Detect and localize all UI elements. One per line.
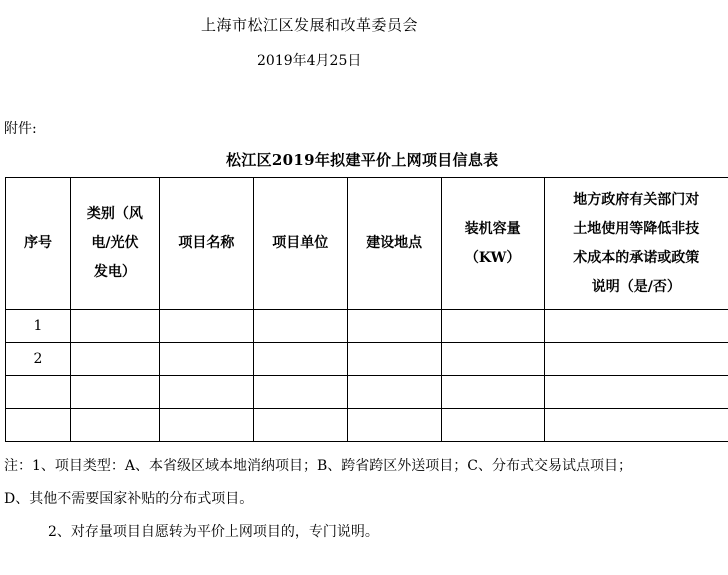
- table-cell: [70, 409, 159, 442]
- header-commitment-line-4: 说明（是/否）: [591, 278, 681, 295]
- issuing-organization: 上海市松江区发展和改革委员会: [201, 16, 419, 34]
- table-cell: [441, 310, 544, 343]
- table-cell: [253, 376, 347, 409]
- header-construction-site: 建设地点: [347, 178, 441, 310]
- table-cell: [159, 343, 253, 376]
- attachment-label: 附件:: [4, 121, 37, 137]
- header-capacity-line-2: （KW）: [464, 249, 521, 266]
- table-cell: [544, 376, 728, 409]
- header-capacity-line-1: 装机容量: [464, 220, 521, 237]
- table-cell: [70, 343, 159, 376]
- table-cell: [159, 376, 253, 409]
- header-commitment-line-2: 土地使用等降低非技: [573, 220, 700, 237]
- header-project-name: 项目名称: [159, 178, 253, 310]
- table-cell: 1: [6, 310, 71, 343]
- header-category-line-1: 类别（风: [86, 206, 143, 222]
- project-info-table: [5, 177, 728, 442]
- table-cell: [544, 310, 728, 343]
- table-cell: [347, 343, 441, 376]
- table-cell: [6, 376, 71, 409]
- table-cell: [347, 376, 441, 409]
- issue-date: 2019年4月25日: [257, 53, 362, 69]
- table-cell: [441, 376, 544, 409]
- note-line-1-continued: D、其他不需要国家补贴的分布式项目。: [4, 491, 254, 507]
- table-cell: [347, 409, 441, 442]
- header-category: [70, 178, 159, 310]
- header-category-line-2: 电/光伏: [91, 235, 139, 251]
- header-project-unit: 项目单位: [253, 178, 347, 310]
- note-line-2: 2、对存量项目自愿转为平价上网项目的，专门说明。: [48, 524, 379, 540]
- table-cell: [544, 409, 728, 442]
- table-row: [6, 376, 728, 409]
- table-cell: 2: [6, 343, 71, 376]
- table-cell: [159, 409, 253, 442]
- table-cell: [253, 409, 347, 442]
- header-installed-capacity: [441, 178, 544, 310]
- table-row: [6, 343, 728, 376]
- table-cell: [253, 310, 347, 343]
- table-cell: [253, 343, 347, 376]
- table-header-row: [6, 178, 728, 310]
- table-cell: [544, 343, 728, 376]
- table-row: [6, 310, 728, 343]
- table-cell: [441, 343, 544, 376]
- header-serial-number: 序号: [6, 178, 71, 310]
- table-cell: [6, 409, 71, 442]
- note-line-1: 注：1、项目类型：A、本省级区域本地消纳项目；B、跨省跨区外送项目；C、分布式交易试点项目；: [4, 458, 633, 474]
- table-cell: [159, 310, 253, 343]
- header-category-line-3: 发电）: [93, 264, 136, 280]
- table-cell: [347, 310, 441, 343]
- header-commitment-line-1: 地方政府有关部门对: [573, 191, 700, 208]
- table-cell: [70, 376, 159, 409]
- header-government-commitment: [544, 178, 728, 310]
- table-cell: [70, 310, 159, 343]
- table-cell: [441, 409, 544, 442]
- header-commitment-line-3: 术成本的承诺或政策: [573, 249, 700, 266]
- table-row: [6, 409, 728, 442]
- table-title: 松江区2019年拟建平价上网项目信息表: [226, 151, 499, 169]
